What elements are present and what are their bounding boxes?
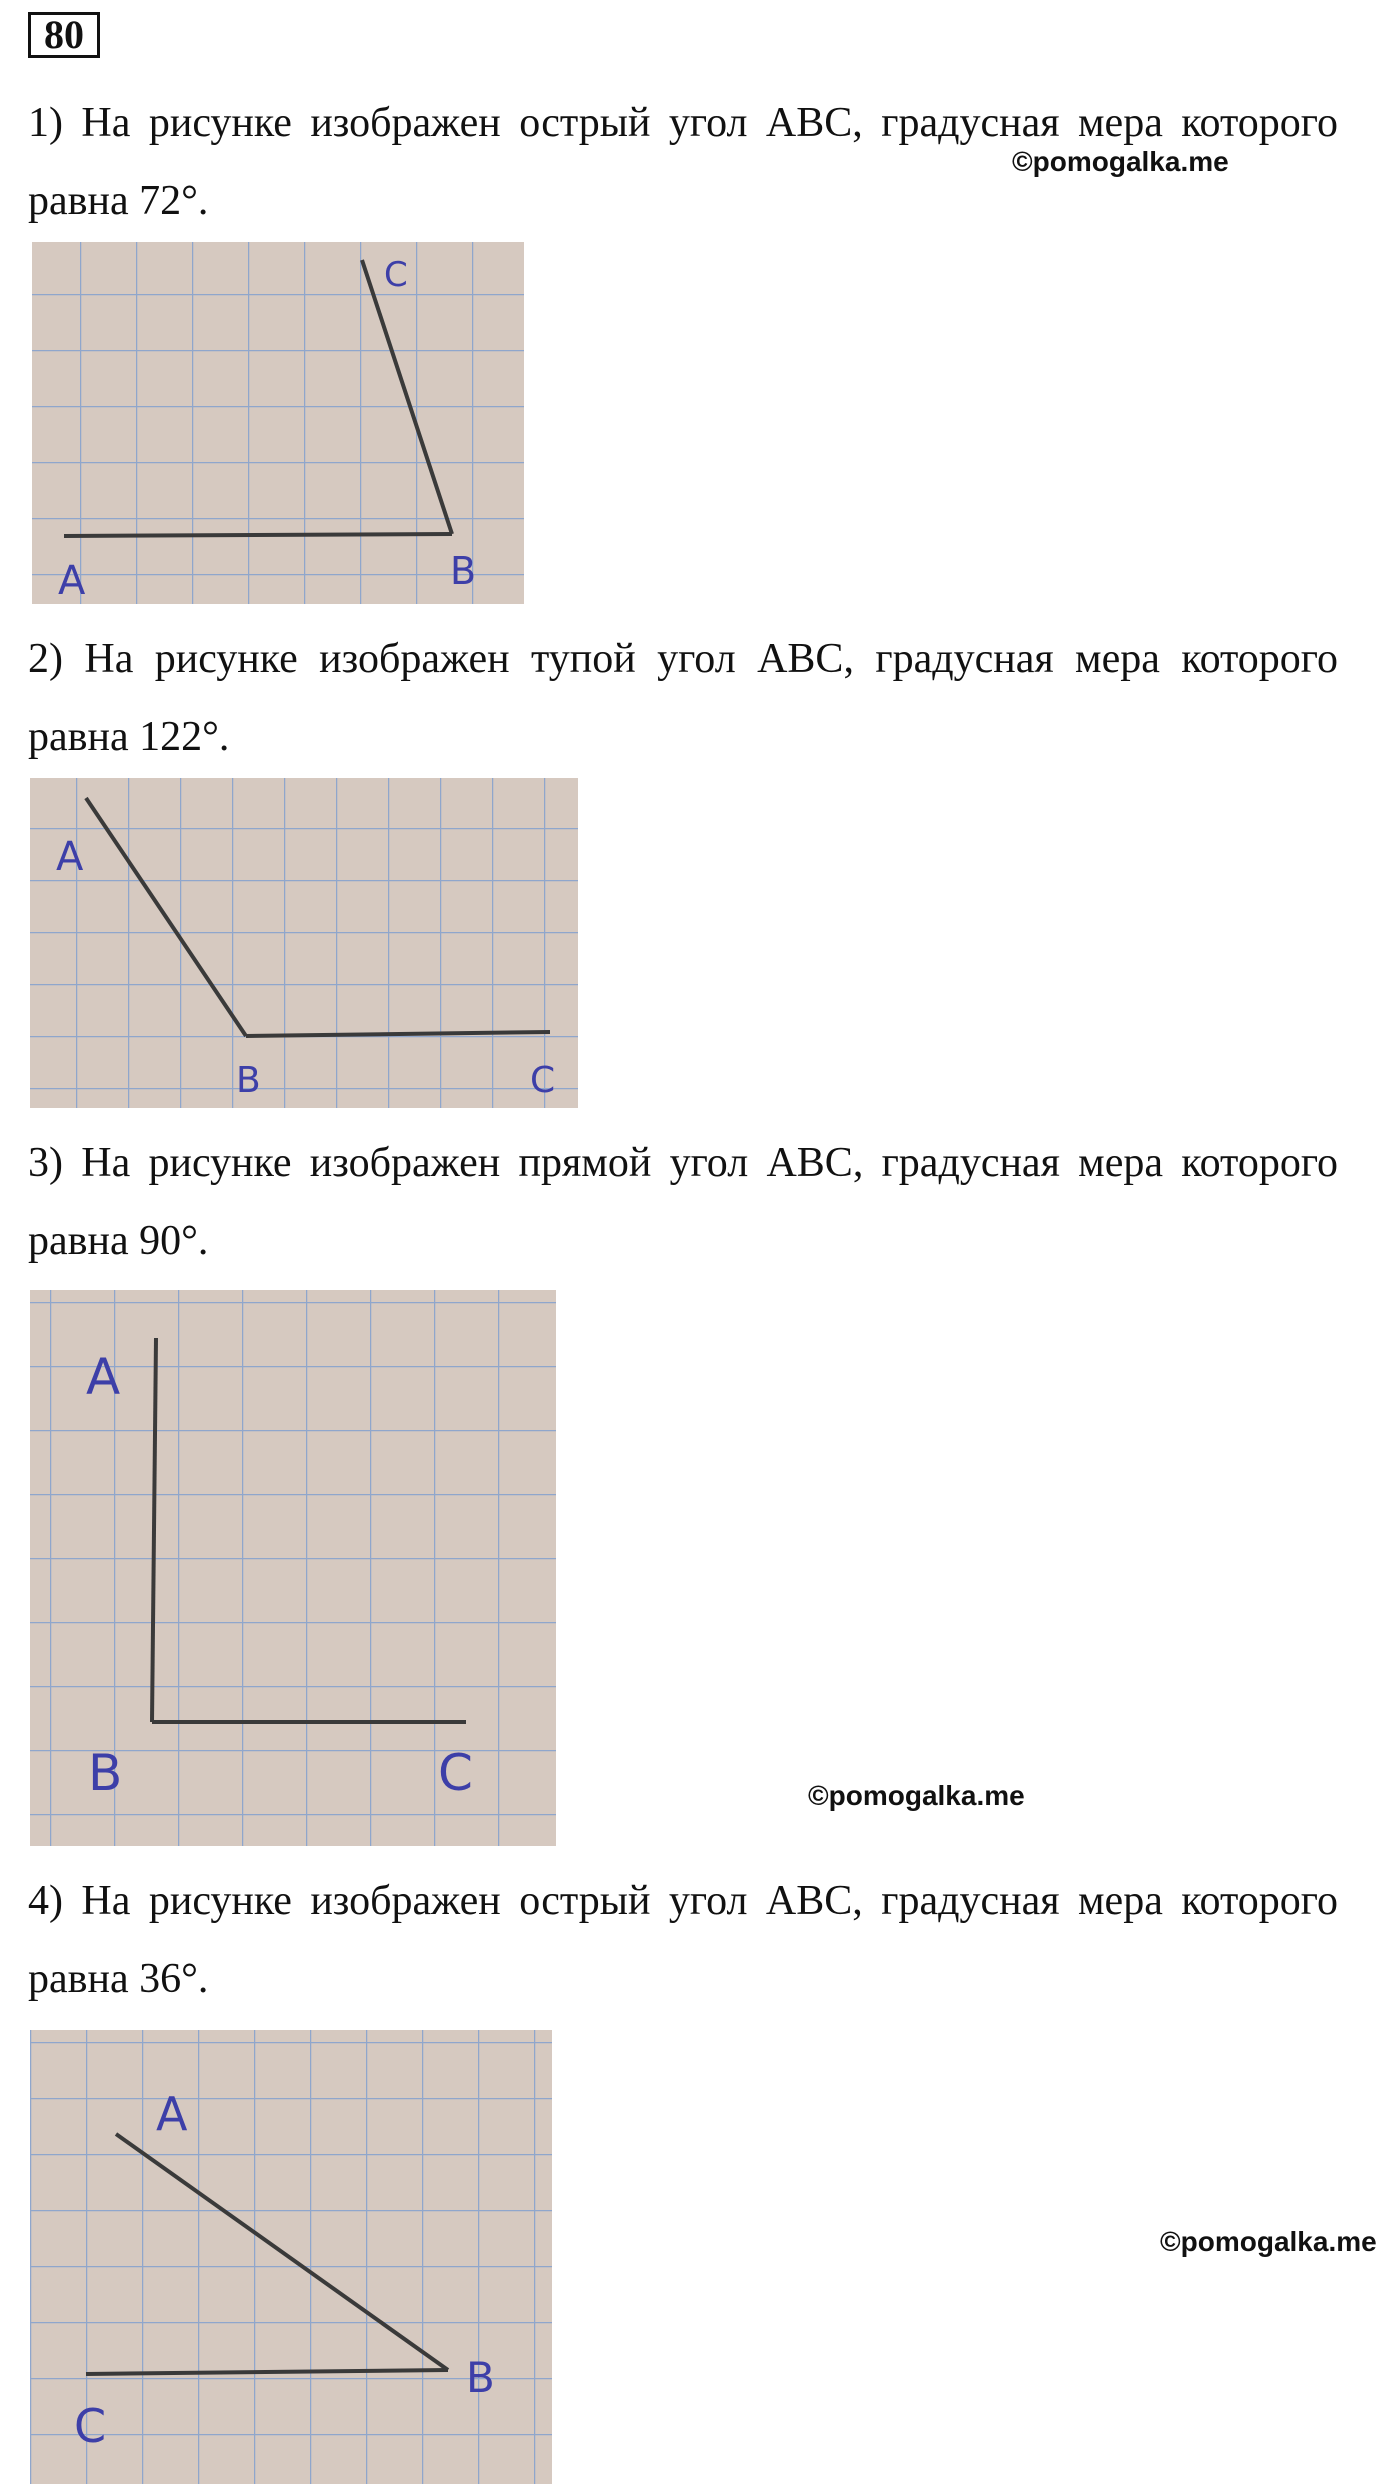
label-b: B [88,1744,123,1802]
label-c: C [530,1060,556,1101]
label-b: B [466,2353,495,2402]
figure-1-graphic [32,242,524,604]
item-4-text: 4) На рисунке изображен острый угол ABC, градусная мера которого равна 36°. [28,1878,1338,2002]
watermark: ©pomogalka.me [1160,2226,1377,2257]
item-3-text: 3) На рисунке изображен прямой угол ABC, градусная мера которого равна 90°. [28,1140,1338,1264]
label-b: B [450,549,477,593]
label-a: A [58,558,86,604]
figure-3 [30,1290,556,1846]
figure-3-graphic [30,1290,556,1846]
figure-4-graphic [30,2030,552,2484]
label-b: B [236,1060,261,1101]
figure-4 [30,2030,552,2484]
item-2-text: 2) На рисунке изображен тупой угол ABC, градусная мера которого равна 122°. [28,636,1338,760]
watermark: ©pomogalka.me [1012,146,1229,177]
problem-number: 80 [28,12,100,58]
label-c: C [74,2399,107,2453]
figure-2 [30,778,578,1108]
item-1-text: 1) На рисунке изображен острый угол ABC, градусная мера которого равна 72°. [28,100,1338,224]
watermark: ©pomogalka.me [808,1780,1025,1811]
label-c: C [384,255,408,295]
label-c: C [438,1744,473,1802]
figure-2-graphic [30,778,578,1108]
label-a: A [156,2087,188,2141]
figure-1 [32,242,524,604]
label-a: A [86,1348,121,1406]
label-a: A [56,834,84,880]
ray-ba [64,534,452,536]
